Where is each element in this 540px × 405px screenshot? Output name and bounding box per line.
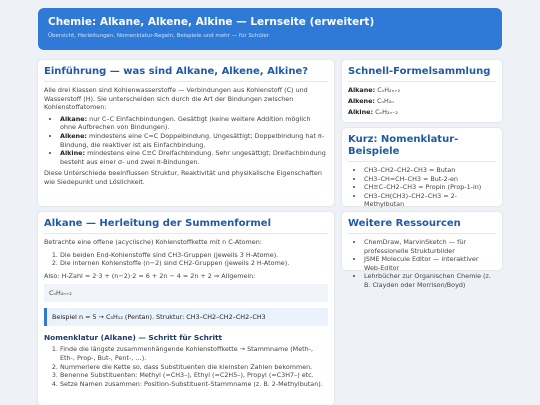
formula-row-alkene bbox=[348, 97, 496, 105]
term-description: nur C–C Einfachbindungen. Gesättigt (keine weitere Addition möglich ohne Aufbrechen von Bindungen). bbox=[60, 114, 311, 132]
list-item: • Lehrbücher zur Organischen Chemie (z. B. Clayden oder Morrison/Boyd) bbox=[364, 272, 496, 289]
divider bbox=[348, 81, 496, 82]
bond-type-list bbox=[44, 115, 328, 167]
divider bbox=[44, 233, 328, 234]
page-title: Chemie: Alkane, Alkene, Alkine — Lernseite (erweitert) bbox=[48, 16, 375, 28]
divider bbox=[44, 81, 328, 82]
intro-title: Einführung — was sind Alkane, Alkene, Alkine? bbox=[44, 66, 309, 77]
list-item: • CH≡C–CH2–CH3 = Propin (Prop-1-in) bbox=[364, 183, 496, 192]
list-item: 2. Die internen Kohlenstoffe (n−2) sind CH2-Gruppen (jeweils 2 H-Atome). bbox=[60, 259, 328, 268]
derivation-title: Alkane — Herleitung der Summenformel bbox=[44, 218, 272, 229]
page-subtitle: Übersicht, Herleitungen, Nomenklatur-Regeln, Beispiele und mehr — für Schüler bbox=[48, 33, 269, 39]
list-item: • ChemDraw, MarvinSketch — für professionelle Strukturbilder bbox=[364, 238, 496, 255]
list-item: 3. Benenne Substituenten: Methyl (=CH3–), Ethyl (=C2H5–), Propyl (=C3H7–) etc. bbox=[60, 371, 328, 380]
formula-title: Schnell-Formelsammlung bbox=[348, 66, 491, 77]
resources-card bbox=[342, 212, 502, 289]
derivation-lead: Betrachte eine offene (acyclische) Kohlenstoffkette mit n C-Atomen: bbox=[44, 238, 262, 246]
formula-value: CₙH₂ₙ₊₂ bbox=[377, 86, 401, 94]
derivation-steps bbox=[44, 251, 328, 268]
list-item bbox=[60, 132, 328, 149]
nomenclature-examples-card bbox=[342, 128, 502, 209]
page-header bbox=[38, 8, 502, 50]
formula-label: Alkine: bbox=[348, 108, 374, 116]
list-item: 2. Nummeriere die Kette so, dass Substituenten die kleinsten Zahlen bekommen. bbox=[60, 363, 328, 372]
list-item: • JSME Molecule Editor — interaktiver Web-Editor bbox=[364, 255, 496, 272]
nomenclature-examples-list bbox=[348, 166, 496, 209]
list-item: 4. Setze Namen zusammen: Position-Substituent-Stammname (z. B. 2-Methylbutan). bbox=[60, 380, 328, 389]
formula-value: CₙH₂ₙ₋₂ bbox=[375, 108, 398, 116]
formula-value: CₙH₂ₙ bbox=[377, 97, 394, 105]
derivation-card bbox=[38, 212, 334, 405]
list-item: • CH3–CH=CH–CH3 = But-2-en bbox=[364, 175, 496, 184]
formula-card bbox=[342, 60, 502, 122]
list-item: • CH3–CH2–CH2–CH3 = Butan bbox=[364, 166, 496, 175]
intro-paragraph: Alle drei Klassen sind Kohlenwasserstoffe — Verbindungen aus Kohlenstoff (C) und Wasserstoff (H). Sie unterscheiden sich durch die Art der Bindungen zwischen Kohlenstoffatomen: bbox=[44, 86, 308, 112]
example-box: Beispiel n = 5 → C₅H₁₂ (Pentan). Struktur: CH3–CH2–CH2–CH2–CH3 bbox=[44, 308, 328, 326]
intro-closing: Diese Unterschiede beeinflussen Struktur, Reaktivität und physikalische Eigenschaften wie Siedepunkt und Löslichkeit. bbox=[44, 169, 322, 186]
list-item: 1. Die beiden End-Kohlenstoffe sind CH3-Gruppen (jeweils 3 H-Atome). bbox=[60, 251, 328, 260]
formula-row-alkyne bbox=[348, 108, 496, 116]
list-item bbox=[60, 149, 328, 166]
intro-card bbox=[38, 60, 334, 206]
formula-label: Alkane: bbox=[348, 86, 376, 94]
divider bbox=[348, 161, 496, 162]
term: Alkine: bbox=[60, 149, 86, 158]
term: Alkene: bbox=[60, 131, 87, 140]
divider bbox=[348, 233, 496, 234]
resources-title: Weitere Ressourcen bbox=[348, 218, 461, 229]
resources-list bbox=[348, 238, 496, 290]
term-description: mindestens eine C≡C Dreifachbindung. Sehr ungesättigt; Dreifachbindung besteht aus einer σ- und zwei π-Bindungen. bbox=[60, 149, 326, 166]
list-item: 1. Finde die längste zusammenhängende Kohlenstoffkette → Stammname (Meth-, Eth-, Prop-, But-, Pent-, …). bbox=[60, 345, 328, 362]
formula-label: Alkene: bbox=[348, 97, 375, 105]
term: Alkane: bbox=[60, 114, 88, 123]
hydrogen-count-calc: Also: H-Zahl = 2·3 + (n−2)·2 = 6 + 2n − 4 = 2n + 2 ⇒ Allgemein: bbox=[44, 271, 256, 280]
list-item bbox=[60, 115, 328, 132]
nomenclature-title: Nomenklatur (Alkane) — Schritt für Schritt bbox=[44, 333, 223, 343]
nomenclature-examples-title: Kurz: Nomenklatur-Beispiele bbox=[348, 134, 459, 157]
list-item: • CH3–CH(CH3)–CH2–CH3 = 2-Methylbutan bbox=[364, 192, 496, 209]
nomenclature-steps bbox=[44, 345, 328, 388]
general-formula: CₙH₂ₙ₊₂ bbox=[44, 284, 328, 302]
term-description: mindestens eine C=C Doppelbindung. Ungesättigt; Doppelbindung hat π-Bindung, die reaktiver ist als Einfachbindung. bbox=[60, 131, 325, 149]
formula-row-alkane bbox=[348, 86, 496, 94]
